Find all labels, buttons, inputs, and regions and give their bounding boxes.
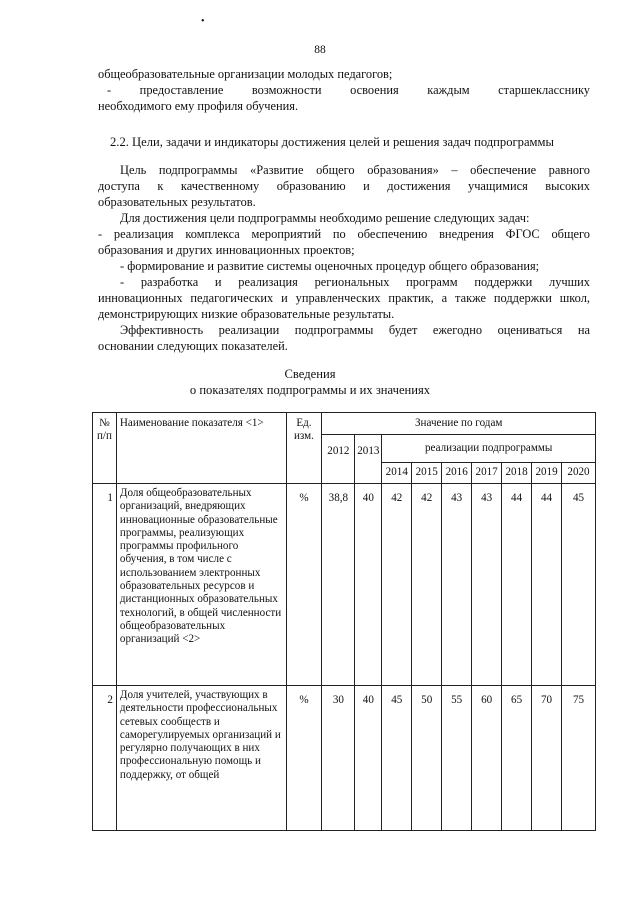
- row-value: 43: [472, 484, 502, 686]
- page-number: 88: [314, 44, 326, 56]
- efficiency-paragraph: основании следующих показателей.: [98, 339, 288, 353]
- header-year: 2019: [532, 463, 562, 484]
- indicator-name: Доля общеобразовательных организаций, внедряющих инновационные образовательные программы, реализующих программы профильного обучения, в том числе с использованием электронных образовательных ресурсов и дистанционных образовательных технологий, в общей численности общеобразовательных организаций <2>: [116, 484, 286, 686]
- header-year: 2020: [562, 463, 596, 484]
- header-year: 2013: [355, 435, 382, 484]
- task-item: - реализация комплекса мероприятий по обеспечению внедрения ФГОС общего: [98, 227, 590, 241]
- row-value: 60: [472, 686, 502, 831]
- indicators-table: [92, 412, 596, 831]
- row-value: 38,8: [322, 484, 355, 686]
- row-value: 75: [562, 686, 596, 831]
- row-value: 40: [355, 484, 382, 686]
- header-year: 2016: [442, 463, 472, 484]
- header-year: 2015: [412, 463, 442, 484]
- intro-line: общеобразовательные организации молодых педагогов;: [98, 67, 393, 81]
- row-unit: %: [286, 686, 322, 831]
- header-year: 2018: [502, 463, 532, 484]
- row-value: 44: [502, 484, 532, 686]
- header-year: 2014: [382, 463, 412, 484]
- task-item: демонстрирующих низкие образовательные результаты.: [98, 307, 395, 321]
- efficiency-paragraph: Эффективность реализации подпрограммы будет ежегодно оцениваться на: [120, 323, 590, 337]
- row-unit: %: [286, 484, 322, 686]
- goal-paragraph: образовательных результатов.: [98, 195, 256, 209]
- task-item: образования и других инновационных проектов;: [98, 243, 355, 257]
- header-number: № п/п: [93, 413, 117, 484]
- tasks-intro: Для достижения цели подпрограммы необходимо решение следующих задач:: [120, 211, 530, 225]
- header-values-by-year: Значение по годам: [322, 413, 596, 435]
- row-value: 30: [322, 686, 355, 831]
- indicator-name: Доля учителей, участвующих в деятельности профессиональных сетевых сообществ и саморегулируемых организаций и регулярно получающих в них профессиональную помощь и поддержку, от общей: [116, 686, 286, 831]
- task-item: инновационных педагогических и управленческих практик, а также поддержки школ,: [98, 291, 590, 305]
- row-value: 40: [355, 686, 382, 831]
- header-year: 2012: [322, 435, 355, 484]
- header-indicator-name: Наименование показателя <1>: [116, 413, 286, 484]
- row-value: 65: [502, 686, 532, 831]
- row-value: 45: [382, 686, 412, 831]
- task-item: - формирование и развитие системы оценочных процедур общего образования;: [120, 259, 540, 273]
- row-value: 44: [532, 484, 562, 686]
- header-program-period: реализации подпрограммы: [382, 435, 596, 463]
- row-value: 42: [382, 484, 412, 686]
- table-caption-subtitle: о показателях подпрограммы и их значениях: [189, 383, 431, 397]
- goal-paragraph: Цель подпрограммы «Развитие общего образования» – обеспечение равного: [120, 163, 590, 177]
- goal-paragraph: доступа к качественному образованию и достижения учащимися высоких: [98, 179, 590, 193]
- task-item: - разработка и реализация региональных программ поддержки лучших: [120, 275, 590, 289]
- header-unit: Ед. изм.: [286, 413, 322, 484]
- table-row: [93, 686, 596, 831]
- row-value: 43: [442, 484, 472, 686]
- table-caption-title: Сведения: [284, 367, 336, 381]
- intro-bullet: - предоставление возможности освоения каждым старшекласснику: [107, 83, 590, 97]
- row-value: 45: [562, 484, 596, 686]
- row-value: 50: [412, 686, 442, 831]
- row-value: 55: [442, 686, 472, 831]
- section-title: 2.2. Цели, задачи и индикаторы достижения целей и решения задач подпрограммы: [110, 135, 554, 149]
- intro-line: необходимого ему профиля обучения.: [98, 99, 299, 113]
- row-value: 42: [412, 484, 442, 686]
- table-row: [93, 484, 596, 686]
- scan-dot: •: [201, 16, 205, 27]
- header-year: 2017: [472, 463, 502, 484]
- row-number: 1: [93, 484, 117, 686]
- row-value: 70: [532, 686, 562, 831]
- row-number: 2: [93, 686, 117, 831]
